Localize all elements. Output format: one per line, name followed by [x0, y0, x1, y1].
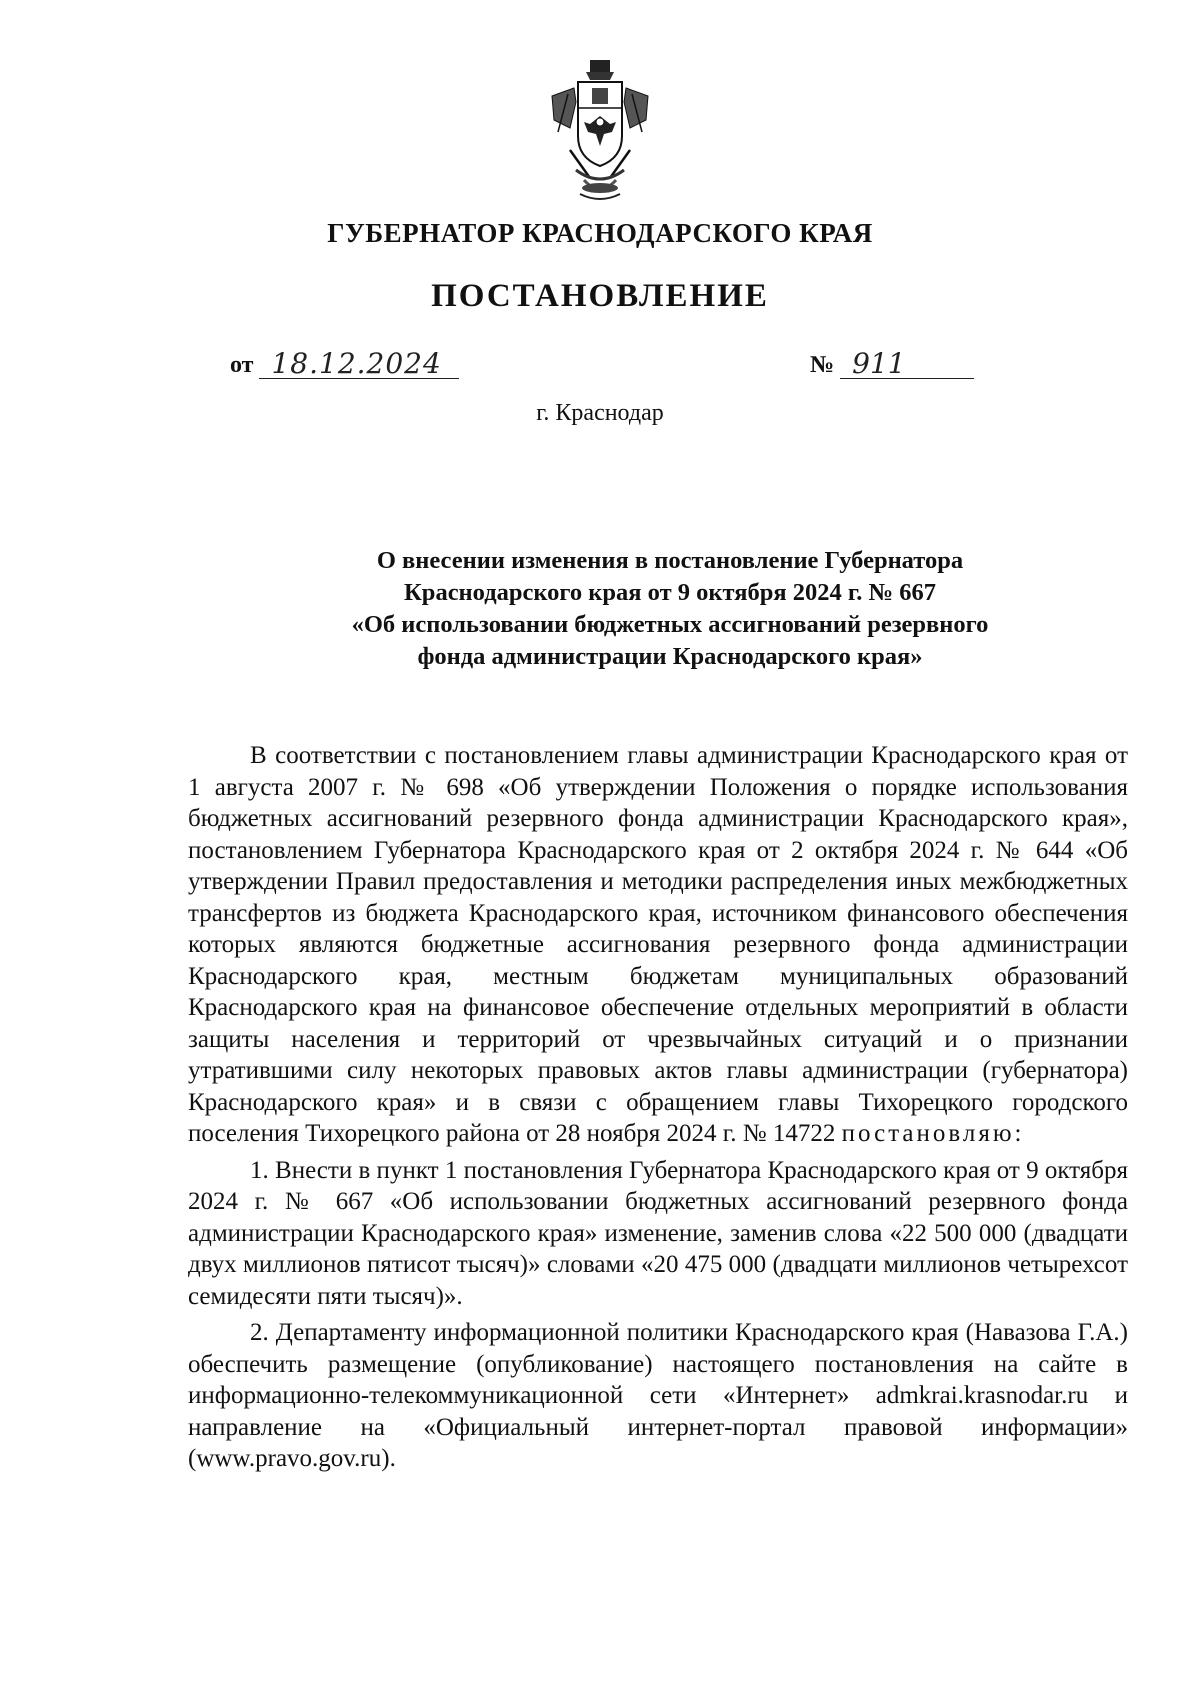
- city: г. Краснодар: [536, 400, 664, 426]
- decree-word: постановляю:: [841, 1120, 1025, 1147]
- number-label: №: [810, 352, 835, 378]
- document-body: [188, 740, 1128, 1480]
- item-1-paragraph: 1. Внести в пункт 1 постановления Губернатора Краснодарского края от 9 октября 2024 г. № 667 «Об использовании бюджетных ассигнований резервного фонда администрации Краснодарского края» изменение, заменив слова «22 500 000 (двадцати двух миллионов пятисот тысяч)» словами «20 475 000 (двадцати миллионов четырехсот семидесяти пяти тысяч)».: [188, 1156, 1128, 1310]
- coat-of-arms-icon: [540, 58, 660, 208]
- heading-line: О внесении изменения в постановление Губернатора: [376, 547, 964, 574]
- document-type: ПОСТАНОВЛЕНИЕ: [431, 278, 769, 314]
- handwritten-date: 18.12.2024: [259, 350, 459, 379]
- heading-line: Краснодарского края от 9 октября 2024 г. № 667: [404, 579, 936, 606]
- issuing-authority: ГУБЕРНАТОР КРАСНОДАРСКОГО КРАЯ: [327, 218, 873, 248]
- heading-line: «Об использовании бюджетных ассигнований резервного: [351, 611, 989, 638]
- date-line: [230, 347, 459, 380]
- handwritten-number: 911: [840, 350, 974, 379]
- preamble-paragraph: [188, 740, 1128, 1150]
- item-2-paragraph: 2. Департаменту информационной политики Краснодарского края (Навазова Г.А.) обеспечить размещение (опубликование) настоящего постановления на сайте в информационно-телекоммуникационной сети «Интернет» admkrai.krasnodar.ru и направление на «Официальный интернет-портал правовой информации» (www.pravo.gov.ru).: [188, 1319, 1128, 1472]
- document-heading: [290, 545, 1050, 673]
- heading-line: фонда администрации Краснодарского края»: [417, 643, 923, 670]
- date-label: от: [230, 352, 254, 378]
- number-line: [810, 347, 974, 380]
- preamble-text: В соответствии с постановлением главы администрации Краснодарского края от 1 августа 2007 г. № 698 «Об утверждении Положения о порядке использования бюджетных ассигнований резервного фонда администрации Краснодарского края», постановлением Губернатора Краснодарского края от 2 октября 2024 г. № 644 «Об утверждении Правил предоставления и методики распределения иных межбюджетных трансфертов из бюджета Краснодарского края, источником финансового обеспечения которых являются бюджетные ассигнования резервного фонда администрации Краснодарского края, местным бюджетам муниципальных образований Краснодарского края на финансовое обеспечение отдельных мероприятий в области защиты населения и территорий от чрезвычайных ситуаций и о признании утратившими силу некоторых правовых актов главы администрации (губернатора) Краснодарского края» и в связи с обращением главы Тихорецкого городского поселения Тихорецкого района от 28 ноября 2024 г. № 14722: [188, 742, 1128, 1147]
